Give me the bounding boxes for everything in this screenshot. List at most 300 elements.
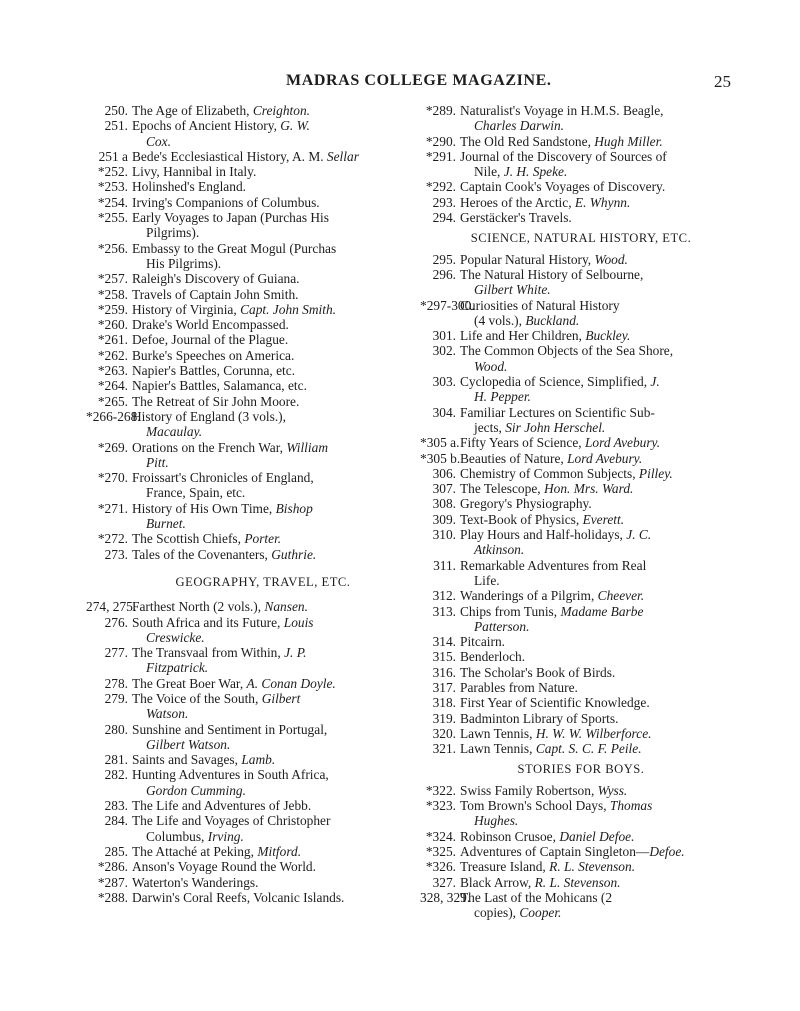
entry-continuation bbox=[132, 225, 404, 240]
catalogue-entry bbox=[86, 348, 404, 363]
entry-author: Nansen. bbox=[264, 599, 308, 615]
entry-text: Tales of the Covenanters, bbox=[132, 546, 272, 562]
entry-title bbox=[132, 547, 404, 562]
catalogue-entry bbox=[420, 680, 732, 695]
entry-text: Swiss Family Robertson, bbox=[460, 782, 598, 798]
entry-title bbox=[460, 711, 732, 726]
entry-text: Burke's Speeches on America. bbox=[132, 347, 295, 363]
entry-title bbox=[460, 512, 732, 527]
entry-author: Wyss. bbox=[597, 782, 628, 798]
entry-continuation bbox=[460, 542, 732, 557]
left-entries-geography bbox=[86, 599, 404, 905]
entry-title bbox=[132, 813, 404, 844]
catalogue-entry bbox=[86, 599, 404, 614]
entry-title bbox=[132, 531, 404, 546]
entry-continuation bbox=[460, 420, 732, 435]
catalogue-entry bbox=[420, 435, 732, 450]
entry-author: Mitford. bbox=[257, 843, 302, 859]
entry-title bbox=[132, 149, 404, 164]
entry-title bbox=[132, 271, 404, 286]
entry-continuation bbox=[460, 813, 732, 828]
catalogue-entry bbox=[420, 844, 732, 859]
page-number: 25 bbox=[714, 72, 731, 91]
catalogue-entry bbox=[86, 149, 404, 164]
entry-author: H. Pepper. bbox=[474, 389, 531, 405]
entry-text: The Last of the Mohicans (2 bbox=[460, 889, 613, 905]
entry-text: Napier's Battles, Salamanca, etc. bbox=[132, 378, 307, 394]
entry-title bbox=[132, 599, 404, 614]
entry-number: *256. bbox=[97, 240, 128, 256]
catalogue-entry bbox=[420, 179, 732, 194]
entry-text: Early Voyages to Japan (Purchas His bbox=[132, 210, 329, 226]
entry-text: The Old Red Sandstone, bbox=[460, 133, 595, 149]
entry-number: 306. bbox=[432, 465, 456, 481]
entry-number: *254. bbox=[97, 194, 128, 210]
entry-author: Gilbert Watson. bbox=[146, 736, 231, 752]
entry-title bbox=[132, 348, 404, 363]
catalogue-entry bbox=[86, 844, 404, 859]
entry-number: 296. bbox=[432, 266, 456, 282]
entry-title bbox=[460, 665, 732, 680]
catalogue-entry bbox=[86, 767, 404, 798]
entry-continuation bbox=[132, 424, 404, 439]
entry-text: Parables from Nature. bbox=[460, 679, 578, 695]
entry-title bbox=[460, 844, 732, 859]
entry-number: *292. bbox=[425, 179, 456, 195]
entry-author: Capt. S. C. F. Peile. bbox=[535, 741, 642, 757]
entry-text: The Telescope, bbox=[460, 481, 544, 497]
entry-text: South Africa and its Future, bbox=[132, 614, 284, 630]
entry-title bbox=[460, 588, 732, 603]
entry-author: Capt. John Smith. bbox=[240, 301, 337, 317]
entry-number: *297-300. bbox=[420, 297, 475, 313]
entry-continuation bbox=[132, 455, 404, 470]
entry-number: *261. bbox=[97, 332, 128, 348]
entry-continuation bbox=[132, 134, 404, 149]
entry-text: Gerstäcker's Travels. bbox=[460, 210, 572, 226]
catalogue-entry bbox=[86, 645, 404, 676]
entry-text: Hunting Adventures in South Africa, bbox=[132, 767, 329, 783]
catalogue-entry bbox=[86, 890, 404, 905]
catalogue-entry bbox=[420, 466, 732, 481]
entry-title bbox=[460, 496, 732, 511]
entry-text: Saints and Savages, bbox=[132, 752, 242, 768]
entry-text: Napier's Battles, Corunna, etc. bbox=[132, 363, 296, 379]
entry-title bbox=[132, 501, 404, 532]
entry-text: The Retreat of Sir John Moore. bbox=[132, 393, 300, 409]
entry-author: J. bbox=[650, 374, 660, 390]
entry-title bbox=[132, 332, 404, 347]
entry-title bbox=[132, 615, 404, 646]
entry-author: Cooper. bbox=[519, 905, 562, 921]
entry-continuation bbox=[460, 313, 732, 328]
entry-text: First Year of Scientific Knowledge. bbox=[460, 695, 650, 711]
entry-continuation bbox=[132, 737, 404, 752]
entry-title bbox=[460, 267, 732, 298]
entry-author: Sellar bbox=[326, 148, 359, 164]
catalogue-entry bbox=[420, 665, 732, 680]
catalogue-entry bbox=[420, 726, 732, 741]
entry-number: *257. bbox=[97, 271, 128, 287]
catalogue-entry bbox=[86, 798, 404, 813]
entry-text: The Age of Elizabeth, bbox=[132, 103, 253, 118]
entry-title bbox=[132, 317, 404, 332]
entry-number: 250. bbox=[104, 103, 128, 118]
entry-title bbox=[132, 287, 404, 302]
catalogue-entry bbox=[420, 859, 732, 874]
entry-title bbox=[460, 527, 732, 558]
entry-text: The Life and Adventures of Jebb. bbox=[132, 798, 312, 814]
entry-author: Fitzpatrick. bbox=[146, 660, 209, 676]
entry-number: 320. bbox=[432, 725, 456, 741]
entry-text: Wanderings of a Pilgrim, bbox=[460, 588, 598, 604]
catalogue-entry bbox=[420, 451, 732, 466]
entry-text: History of Virginia, bbox=[132, 301, 241, 317]
entry-title bbox=[132, 722, 404, 753]
entry-text-continued: France, Spain, etc. bbox=[146, 485, 246, 501]
entry-text: Tom Brown's School Days, bbox=[460, 798, 610, 814]
entry-number: 283. bbox=[104, 798, 128, 814]
catalogue-entry bbox=[86, 547, 404, 562]
entry-title bbox=[132, 179, 404, 194]
entry-number: *255. bbox=[97, 210, 128, 226]
entry-number: 282. bbox=[104, 767, 128, 783]
entry-text: Heroes of the Arctic, bbox=[460, 194, 575, 210]
section-heading-science: SCIENCE, NATURAL HISTORY, ETC. bbox=[470, 231, 692, 246]
entry-author: Hughes. bbox=[474, 813, 519, 829]
entry-title bbox=[460, 149, 732, 180]
entry-title bbox=[132, 409, 404, 440]
entry-number: 294. bbox=[432, 210, 456, 226]
entry-number: *260. bbox=[97, 317, 128, 333]
entry-number: *291. bbox=[425, 148, 456, 164]
entry-title bbox=[460, 451, 732, 466]
entry-author: Irving. bbox=[207, 828, 244, 844]
entry-number: *264. bbox=[97, 378, 128, 394]
catalogue-entry bbox=[420, 481, 732, 496]
catalogue-entry bbox=[86, 241, 404, 272]
entry-number: 309. bbox=[432, 511, 456, 527]
entry-number: 313. bbox=[432, 603, 456, 619]
entry-number: 304. bbox=[432, 404, 456, 420]
entry-text: Pitcairn. bbox=[460, 634, 505, 650]
catalogue-entry bbox=[86, 195, 404, 210]
entry-title bbox=[460, 649, 732, 664]
entry-continuation bbox=[132, 630, 404, 645]
entry-title bbox=[460, 103, 732, 134]
entry-author: E. Whynn. bbox=[574, 194, 631, 210]
catalogue-entry bbox=[420, 374, 732, 405]
entry-number: *305 b. bbox=[420, 450, 461, 466]
entry-number: 303. bbox=[432, 374, 456, 390]
entry-author: Daniel Defoe. bbox=[559, 828, 635, 844]
entry-continuation bbox=[132, 706, 404, 721]
entry-title bbox=[132, 767, 404, 798]
entry-text: Life and Her Children, bbox=[460, 328, 586, 344]
entry-title bbox=[132, 164, 404, 179]
entry-text: Froissart's Chronicles of England, bbox=[132, 470, 314, 486]
entry-title bbox=[460, 604, 732, 635]
entry-continuation bbox=[132, 485, 404, 500]
entry-number: 280. bbox=[104, 721, 128, 737]
entry-author: Atkinson. bbox=[474, 542, 525, 558]
catalogue-entry bbox=[420, 604, 732, 635]
entry-title bbox=[132, 470, 404, 501]
entry-title bbox=[132, 875, 404, 890]
catalogue-entry bbox=[420, 103, 732, 134]
entry-continuation bbox=[132, 829, 404, 844]
entry-text: Badminton Library of Sports. bbox=[460, 710, 619, 726]
entry-title bbox=[132, 118, 404, 149]
entry-title bbox=[460, 695, 732, 710]
catalogue-entry bbox=[420, 252, 732, 267]
entry-title bbox=[132, 210, 404, 241]
entry-author: R. L. Stevenson. bbox=[534, 874, 621, 890]
entry-title bbox=[460, 195, 732, 210]
catalogue-entry bbox=[86, 813, 404, 844]
entry-text: The Scholar's Book of Birds. bbox=[460, 664, 616, 680]
entry-title bbox=[132, 844, 404, 859]
entry-text-continued: His Pilgrims). bbox=[146, 255, 222, 271]
entry-author: Pitt. bbox=[146, 454, 169, 470]
entry-continuation bbox=[132, 256, 404, 271]
catalogue-entry bbox=[420, 783, 732, 798]
entry-number: *323. bbox=[425, 798, 456, 814]
entry-number: 302. bbox=[432, 343, 456, 359]
entry-number: *287. bbox=[97, 874, 128, 890]
entry-number: 285. bbox=[104, 843, 128, 859]
entry-number: 277. bbox=[104, 645, 128, 661]
entry-continuation bbox=[132, 783, 404, 798]
entry-text: Sunshine and Sentiment in Portugal, bbox=[132, 721, 328, 737]
entry-number: *322. bbox=[425, 782, 456, 798]
entry-text: Naturalist's Voyage in H.M.S. Beagle, bbox=[460, 103, 664, 118]
entry-number: *288. bbox=[97, 889, 128, 905]
entry-author: Pilley. bbox=[638, 465, 673, 481]
entry-number: *271. bbox=[97, 500, 128, 516]
entry-author: Sir John Herschel. bbox=[505, 419, 606, 435]
entry-number: 251 a bbox=[98, 148, 128, 164]
entry-text: The Life and Voyages of Christopher bbox=[132, 813, 331, 829]
entry-continuation bbox=[132, 660, 404, 675]
entry-number: 315. bbox=[432, 649, 456, 665]
entry-number: *259. bbox=[97, 301, 128, 317]
entry-author: Madame Barbe bbox=[560, 603, 644, 619]
entry-text: Robinson Crusoe, bbox=[460, 828, 560, 844]
right-entries-stories bbox=[420, 783, 732, 921]
catalogue-entry bbox=[420, 558, 732, 589]
catalogue-entry bbox=[86, 118, 404, 149]
catalogue-entry bbox=[86, 287, 404, 302]
entry-continuation bbox=[460, 359, 732, 374]
entry-author: Creswicke. bbox=[146, 629, 205, 645]
entry-author: Burnet. bbox=[146, 516, 186, 532]
entry-author: Hon. Mrs. Ward. bbox=[543, 481, 634, 497]
section-heading-stories: STORIES FOR BOYS. bbox=[517, 762, 645, 777]
entry-continuation bbox=[460, 389, 732, 404]
entry-title bbox=[460, 680, 732, 695]
catalogue-entry bbox=[86, 722, 404, 753]
entry-number: 276. bbox=[104, 614, 128, 630]
right-column bbox=[420, 103, 732, 920]
catalogue-entry bbox=[420, 210, 732, 225]
entry-title bbox=[460, 634, 732, 649]
entry-author: Cox. bbox=[146, 133, 171, 149]
catalogue-entry bbox=[420, 328, 732, 343]
entry-author: Defoe. bbox=[649, 843, 685, 859]
entry-text: Beauties of Nature, bbox=[460, 450, 568, 466]
entry-text: Adventures of Captain Singleton— bbox=[460, 843, 650, 859]
entry-author: Everett. bbox=[582, 511, 625, 527]
entry-text: The Transvaal from Within, bbox=[132, 645, 285, 661]
entry-text: Defoe, Journal of the Plague. bbox=[132, 332, 289, 348]
entry-title bbox=[132, 241, 404, 272]
catalogue-entry bbox=[86, 440, 404, 471]
entry-title bbox=[132, 440, 404, 471]
catalogue-entry bbox=[86, 179, 404, 194]
catalogue-entry bbox=[420, 195, 732, 210]
entry-title bbox=[460, 343, 732, 374]
entry-text: Journal of the Discovery of Sources of bbox=[460, 148, 667, 164]
entry-title bbox=[132, 752, 404, 767]
entry-number: 301. bbox=[432, 328, 456, 344]
entry-text: Epochs of Ancient History, bbox=[132, 118, 281, 134]
entry-title bbox=[132, 676, 404, 691]
catalogue-entry bbox=[420, 134, 732, 149]
catalogue-entry bbox=[86, 859, 404, 874]
entry-text: Travels of Captain John Smith. bbox=[132, 286, 299, 302]
entry-author: Wood. bbox=[474, 358, 508, 374]
catalogue-entry bbox=[86, 752, 404, 767]
catalogue-entry bbox=[86, 409, 404, 440]
catalogue-entry bbox=[86, 378, 404, 393]
right-entries-science bbox=[420, 252, 732, 757]
entry-text: Popular Natural History, bbox=[460, 251, 595, 267]
entry-number: *286. bbox=[97, 859, 128, 875]
entry-text-continued: (4 vols.), bbox=[474, 312, 526, 328]
entry-number: 310. bbox=[432, 527, 456, 543]
entry-author: G. W. bbox=[280, 118, 310, 134]
catalogue-entry bbox=[86, 210, 404, 241]
entry-number: *305 a. bbox=[420, 435, 460, 451]
entry-text: Treasure Island, bbox=[460, 859, 550, 875]
entry-title bbox=[460, 741, 732, 756]
entry-number: *325. bbox=[425, 843, 456, 859]
entry-title bbox=[460, 134, 732, 149]
entry-author: J. C. bbox=[626, 527, 652, 543]
entry-text: Chemistry of Common Subjects, bbox=[460, 465, 639, 481]
magazine-title: MADRAS COLLEGE MAGAZINE. bbox=[286, 72, 552, 89]
entry-author: Gilbert bbox=[261, 690, 301, 706]
entry-title bbox=[132, 302, 404, 317]
catalogue-entry bbox=[86, 615, 404, 646]
entry-text-continued: Pilgrims). bbox=[146, 225, 200, 241]
entry-number: 314. bbox=[432, 634, 456, 650]
entry-author: Louis bbox=[283, 614, 314, 630]
entry-number: 328, 329. bbox=[420, 889, 471, 905]
entry-number: *290. bbox=[425, 133, 456, 149]
entry-text-continued: copies), bbox=[474, 905, 520, 921]
entry-author: Gordon Cumming. bbox=[146, 782, 246, 798]
entry-title bbox=[460, 829, 732, 844]
entry-continuation bbox=[460, 164, 732, 179]
entry-number: 307. bbox=[432, 481, 456, 497]
entry-title bbox=[460, 558, 732, 589]
entry-title bbox=[460, 210, 732, 225]
entry-author: Porter. bbox=[244, 531, 282, 547]
entry-title bbox=[460, 466, 732, 481]
entry-text: The Common Objects of the Sea Shore, bbox=[460, 343, 674, 359]
entry-continuation bbox=[460, 282, 732, 297]
catalogue-entry bbox=[420, 890, 732, 921]
entry-author: Thomas bbox=[609, 798, 653, 814]
entry-continuation bbox=[460, 573, 732, 588]
catalogue-entry bbox=[420, 634, 732, 649]
entry-number: 319. bbox=[432, 710, 456, 726]
entry-text: The Scottish Chiefs, bbox=[132, 531, 245, 547]
catalogue-entry bbox=[420, 695, 732, 710]
entry-title bbox=[460, 435, 732, 450]
entry-text: History of His Own Time, bbox=[132, 500, 276, 516]
catalogue-entry bbox=[420, 588, 732, 603]
catalogue-entry bbox=[420, 496, 732, 511]
catalogue-entry bbox=[86, 271, 404, 286]
entry-text: Text-Book of Physics, bbox=[460, 511, 583, 527]
entry-text: Curiosities of Natural History bbox=[460, 297, 620, 313]
catalogue-entry bbox=[420, 798, 732, 829]
entry-number: *258. bbox=[97, 286, 128, 302]
catalogue-entry bbox=[420, 875, 732, 890]
entry-title bbox=[460, 481, 732, 496]
entry-number: *252. bbox=[97, 164, 128, 180]
catalogue-entry bbox=[420, 298, 732, 329]
entry-number: 316. bbox=[432, 664, 456, 680]
entry-text-continued: jects, bbox=[474, 419, 506, 435]
entry-title bbox=[460, 179, 732, 194]
entry-text: Drake's World Encompassed. bbox=[132, 317, 289, 333]
entry-title bbox=[460, 726, 732, 741]
entry-number: 327. bbox=[432, 874, 456, 890]
entry-author: Macaulay. bbox=[146, 424, 203, 440]
entry-title bbox=[132, 645, 404, 676]
catalogue-entry bbox=[420, 149, 732, 180]
entry-text-continued: Life. bbox=[474, 572, 500, 588]
entry-author: Watson. bbox=[146, 706, 189, 722]
catalogue-entry bbox=[86, 676, 404, 691]
entry-text: The Natural History of Selbourne, bbox=[460, 266, 644, 282]
entry-number: 273. bbox=[104, 546, 128, 562]
entry-title bbox=[460, 328, 732, 343]
entry-number: *265. bbox=[97, 393, 128, 409]
entry-author: Wood. bbox=[594, 251, 628, 267]
section-heading-geography: GEOGRAPHY, TRAVEL, ETC. bbox=[175, 574, 351, 589]
entry-text-continued: Columbus, bbox=[146, 828, 208, 844]
entry-continuation bbox=[132, 516, 404, 531]
entry-author: Bishop bbox=[275, 500, 313, 516]
entry-number: 312. bbox=[432, 588, 456, 604]
entry-author: Charles Darwin. bbox=[474, 118, 565, 134]
entry-author: Cheever. bbox=[597, 588, 645, 604]
entry-author: J. P. bbox=[284, 645, 307, 661]
entry-text: Chips from Tunis, bbox=[460, 603, 561, 619]
entry-number: *289. bbox=[425, 103, 456, 118]
entry-author: J. H. Speke. bbox=[503, 164, 568, 180]
entry-number: 308. bbox=[432, 496, 456, 512]
entry-number: 321. bbox=[432, 741, 456, 757]
entry-number: 295. bbox=[432, 251, 456, 267]
entry-text: Captain Cook's Voyages of Discovery. bbox=[460, 179, 666, 195]
entry-title bbox=[460, 875, 732, 890]
